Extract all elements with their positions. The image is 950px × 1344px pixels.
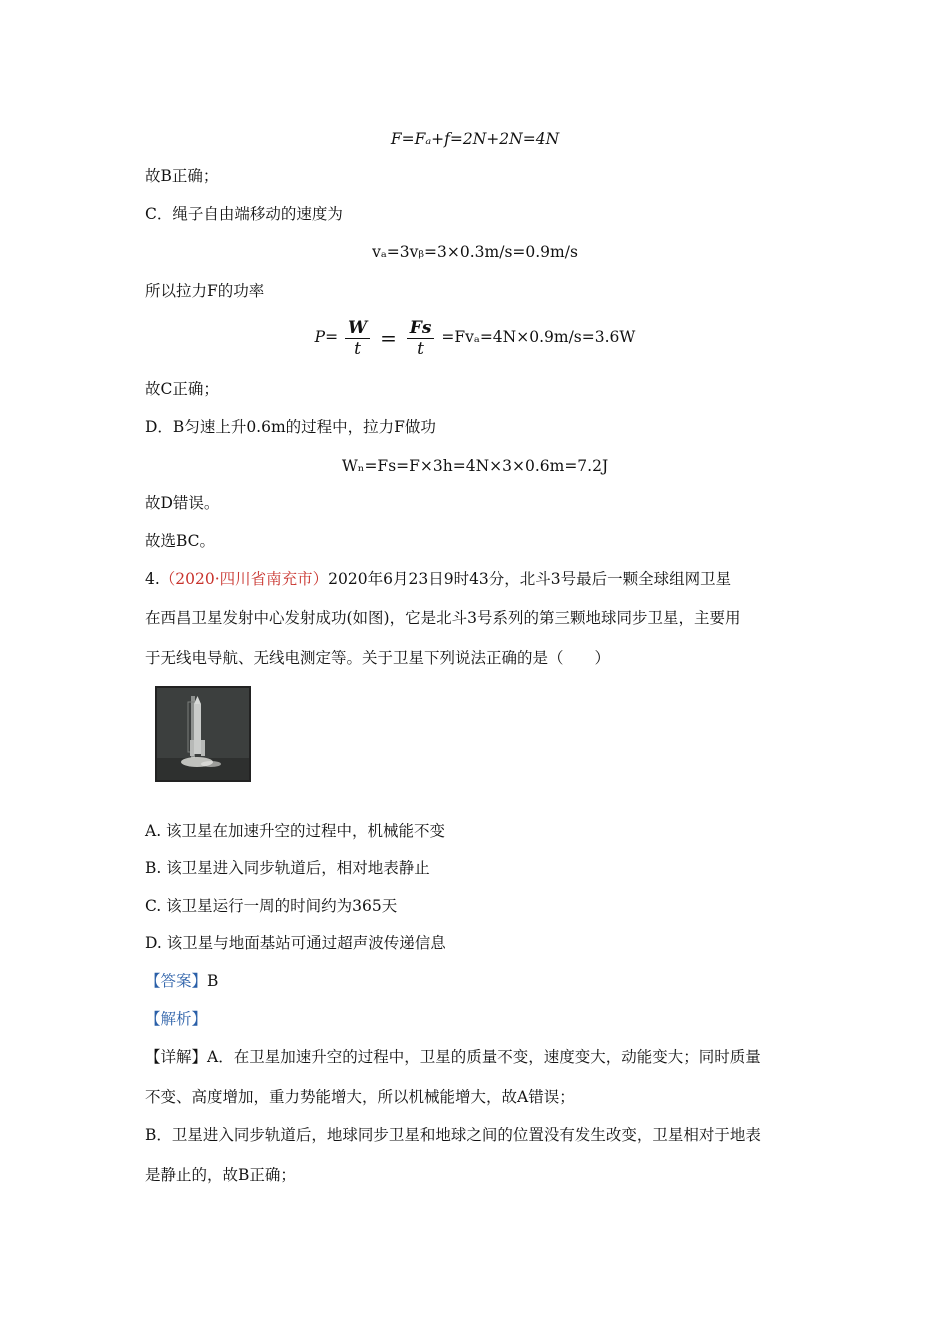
equation-force: F=Fₐ+f=2N+2N=4N — [390, 130, 560, 148]
equation-velocity: vₐ=3vᵦ=3×0.3m/s=0.9m/s — [372, 243, 578, 261]
option-b: B. 该卫星进入同步轨道后，相对地表静止 — [145, 859, 430, 877]
equals-sign: = — [380, 326, 397, 350]
text-choose: 故选BC。 — [145, 532, 216, 550]
answer-line — [145, 970, 218, 992]
fraction-denominator: t — [354, 338, 361, 359]
answer-value: B — [207, 972, 219, 990]
text-power-intro: 所以拉力F的功率 — [145, 282, 265, 300]
detail-line-1 — [145, 1046, 761, 1068]
equation-power — [0, 314, 950, 361]
fraction-numerator: Fs — [409, 317, 432, 338]
fraction-fs-over-t — [407, 318, 435, 359]
text-d-intro: D．B匀速上升0.6m的过程中，拉力F做功 — [145, 418, 436, 436]
option-a: A. 该卫星在加速升空的过程中，机械能不变 — [145, 822, 446, 840]
text-b-correct: 故B正确； — [145, 167, 219, 185]
rocket-launch-photo — [155, 686, 251, 782]
detail-text: A．在卫星加速升空的过程中，卫星的质量不变，速度变大，动能变大；同时质量 — [207, 1048, 761, 1066]
fraction-numerator: W — [348, 317, 368, 338]
detail-line-2: 不变、高度增加，重力势能增大，所以机械能增大，故A错误； — [145, 1088, 575, 1106]
detail-line-4: 是静止的，故B正确； — [145, 1166, 296, 1184]
text-d-wrong: 故D错误。 — [145, 494, 220, 512]
question-4-line-3: 于无线电导航、无线电测定等。关于卫星下列说法正确的是（ ） — [145, 649, 611, 667]
eq-power-rhs: =Fvₐ=4N×0.9m/s=3.6W — [441, 328, 636, 346]
question-number: 4. — [145, 570, 160, 588]
question-4-line-2: 在西昌卫星发射中心发射成功(如图)，它是北斗3号系列的第三颗地球同步卫星，主要用 — [145, 609, 741, 627]
rocket-icon — [157, 688, 249, 780]
option-d: D. 该卫星与地面基站可通过超声波传递信息 — [145, 934, 446, 952]
option-c: C. 该卫星运行一周的时间约为365天 — [145, 897, 398, 915]
fraction-w-over-t — [345, 318, 370, 359]
eq-power-lhs: P= — [314, 328, 339, 346]
text-c-correct: 故C正确； — [145, 380, 219, 398]
question-4-line-1 — [145, 568, 731, 590]
detail-line-3: B．卫星进入同步轨道后，地球同步卫星和地球之间的位置没有发生改变，卫星相对于地表 — [145, 1126, 761, 1144]
detail-label: 【详解】 — [145, 1048, 208, 1066]
answer-label: 【答案】 — [145, 972, 208, 990]
question-source: （2020·四川省南充市） — [159, 570, 329, 588]
equation-work: Wₙ=Fs=F×3h=4N×3×0.6m=7.2J — [341, 457, 609, 475]
fraction-denominator: t — [417, 338, 424, 359]
question-text: 2020年6月23日9时43分，北斗3号最后一颗全球组网卫星 — [328, 570, 732, 588]
text-c-intro: C．绳子自由端移动的速度为 — [145, 205, 343, 223]
analysis-label: 【解析】 — [145, 1010, 208, 1028]
